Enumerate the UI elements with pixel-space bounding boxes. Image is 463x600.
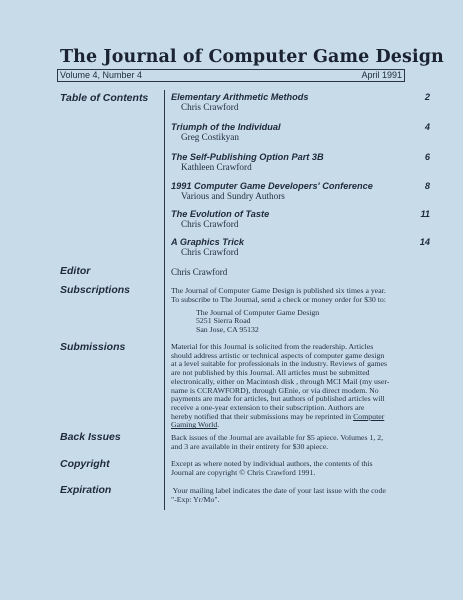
toc-entry-author: Kathleen Crawford	[181, 162, 252, 172]
toc-entry-author: Greg Costikyan	[181, 132, 239, 142]
editor-label: Editor	[60, 265, 91, 277]
toc-entry-page: 11	[420, 209, 430, 219]
toc-entry-author: Various and Sundry Authors	[181, 191, 285, 201]
issue-date: April 1991	[361, 70, 402, 80]
column-divider	[164, 90, 165, 510]
submissions-line: Material for this Journal is solicited from the readership. Articles	[171, 342, 374, 351]
expiration-line: Your mailing label indicates the date of your last issue with the code	[171, 486, 386, 495]
subscriptions-text	[171, 287, 433, 304]
address-line: San Jose, CA 95132	[196, 324, 259, 334]
submissions-line: payments are made for articles, but authors of published articles will	[171, 394, 385, 404]
submissions-line: should address artistic or technical aspects of computer game design	[171, 350, 385, 360]
toc-entry-author: Chris Crawford	[181, 247, 239, 257]
copyright-line: Journal are copyright © Chris Crawford 1991.	[171, 467, 316, 477]
expiration-line: "-Exp: Yr/Mo".	[171, 494, 220, 504]
submissions-line: at a level suitable for professionals in the industry. Reviews of games	[171, 359, 388, 369]
submissions-label: Submissions	[60, 341, 126, 353]
back-issues-text	[171, 434, 433, 451]
toc-entry-author: Chris Crawford	[181, 219, 239, 229]
copyright-label: Copyright	[60, 458, 110, 470]
toc-entry-title: Elementary Arithmetic Methods	[171, 92, 309, 102]
toc-entry-title: The Self-Publishing Option Part 3B	[171, 152, 324, 162]
submissions-end: .	[217, 420, 220, 430]
toc-entry-page: 14	[419, 237, 430, 247]
subscriptions-label: Subscriptions	[60, 284, 131, 296]
submissions-line: are not published by this Journal. All articles must be submitted	[171, 368, 370, 378]
copyright-text	[171, 460, 433, 477]
publication-name: Gaming World	[171, 420, 218, 430]
toc-entry-page: 6	[424, 152, 430, 162]
toc-label: Table of Contents	[60, 92, 149, 104]
volume-number: Volume 4, Number 4	[60, 70, 143, 80]
back-issues-label: Back Issues	[60, 431, 121, 443]
submissions-text	[171, 343, 433, 430]
expiration-label: Expiration	[60, 484, 112, 496]
toc-entry-page: 8	[424, 181, 430, 191]
expiration-text	[171, 487, 433, 504]
toc-entry-title: A Graphics Trick	[171, 237, 245, 247]
toc-entry-page: 4	[424, 122, 430, 132]
subscriptions-line: The Journal of Computer Game Design is published six times a year.	[171, 286, 386, 295]
toc-entry-author: Chris Crawford	[181, 102, 239, 112]
toc-entry-title: Triumph of the Individual	[171, 122, 281, 132]
back-issues-line: Back issues of the Journal are available for $5 apiece. Volumes 1, 2,	[171, 433, 384, 442]
submissions-line: receive a one-year extension to their subscription. Authors are	[171, 402, 365, 412]
subscription-address	[196, 309, 319, 334]
toc-entry-title: 1991 Computer Game Developers' Conference	[171, 181, 373, 191]
copyright-line: Except as where noted by individual authors, the contents of this	[171, 459, 373, 468]
editor-name: Chris Crawford	[171, 267, 228, 277]
journal-title: The Journal of Computer Game Design	[60, 47, 444, 67]
address-line: The Journal of Computer Game Design	[196, 308, 320, 317]
toc-entry-page: 2	[424, 92, 430, 102]
publication-name: Computer	[353, 411, 385, 421]
submissions-line: electronically, either on Macintosh disk , through MCI Mail (my user-	[171, 376, 390, 386]
submissions-line: name is CCRAWFORD), through GEnie, or via direct modem. No	[171, 385, 379, 395]
toc-entry-title: The Evolution of Taste	[171, 209, 270, 219]
subscriptions-line: To subscribe to The Journal, send a check or money order for $30 to:	[171, 294, 386, 304]
issue-bar	[57, 69, 405, 82]
submissions-line-text: hereby notified that their submissions may be reprinted in	[171, 411, 354, 421]
back-issues-line: and 3 are available in their entirety for $30 apiece.	[171, 441, 329, 451]
submissions-line	[171, 421, 433, 430]
address-line: 5251 Sierra Road	[196, 316, 251, 326]
